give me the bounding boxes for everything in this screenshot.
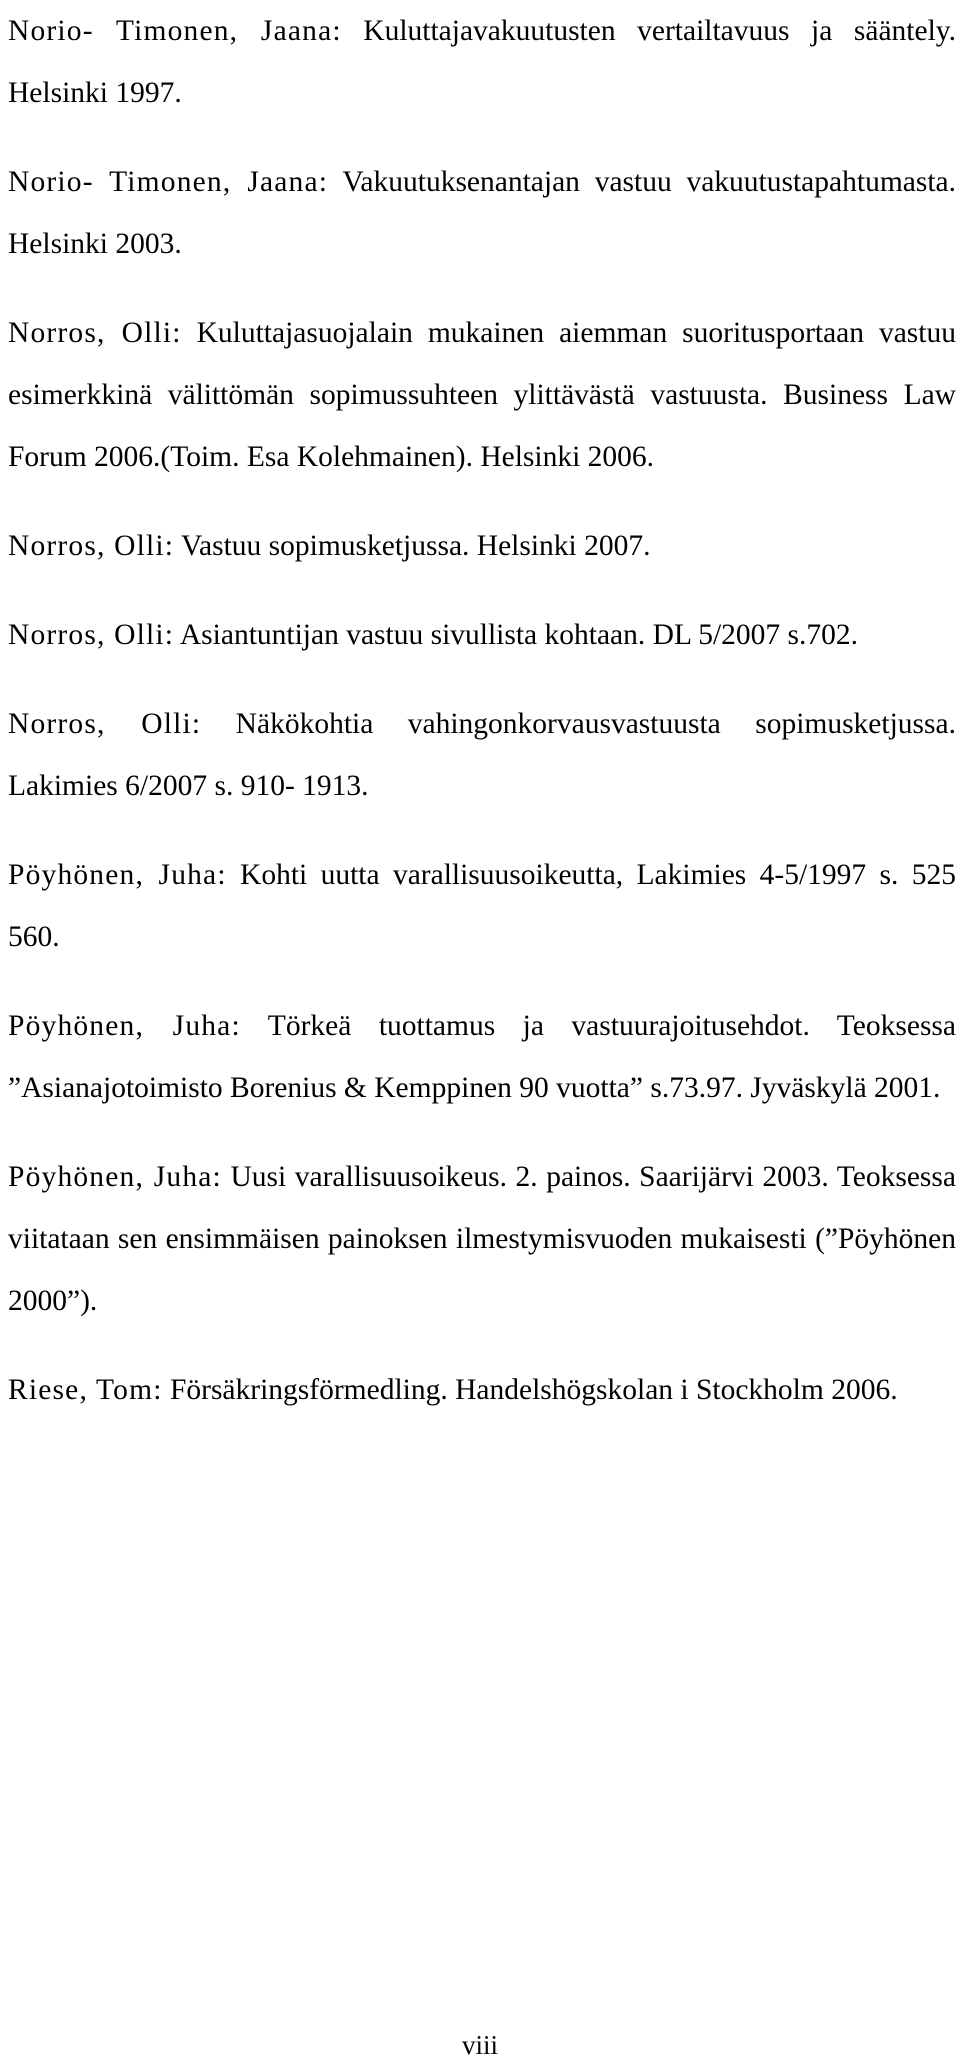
reference-entry [8, 693, 956, 817]
page-number: viii [461, 2030, 498, 2060]
reference-text: Törkeä tuottamus ja vastuurajoitusehdot. Teoksessa ”Asianajotoimisto Borenius & Kemppinen 90 vuotta” s.73.97. Jyväskylä 2001. [8, 1010, 956, 1104]
reference-text: Uusi varallisuusoikeus. 2. painos. Saarijärvi 2003. Teoksessa viitataan sen ensimmäisen painoksen ilmestymisvuoden mukaisesti (”Pöyhönen 2000”). [8, 1161, 956, 1317]
reference-list [8, 0, 956, 1421]
reference-text: Kuluttajavakuutusten vertailtavuus ja sääntely. Helsinki 1997. [8, 15, 957, 109]
reference-author: Norros, Olli: [8, 708, 202, 740]
reference-author: Norio- Timonen, Jaana: [8, 166, 329, 198]
reference-author: Pöyhönen, Juha: [8, 859, 227, 891]
reference-entry [8, 995, 956, 1119]
reference-entry [8, 151, 956, 275]
reference-text: Vastuu sopimusketjussa. Helsinki 2007. [174, 530, 651, 562]
reference-author: Riese, Tom: [8, 1374, 163, 1406]
reference-entry [8, 515, 956, 577]
reference-text: Kohti uutta varallisuusoikeutta, Lakimies 4-5/1997 s. 525 560. [8, 859, 956, 953]
reference-text: Vakuutuksenantajan vastuu vakuutustapahtumasta. Helsinki 2003. [8, 166, 956, 260]
reference-author: Norros, Olli: [8, 530, 175, 562]
reference-author: Norio- Timonen, Jaana: [8, 15, 342, 47]
reference-entry [8, 844, 956, 968]
reference-author: Pöyhönen, Juha: [8, 1010, 241, 1042]
reference-author: Norros, Olli: [8, 619, 175, 651]
reference-text: Kuluttajasuojalain mukainen aiemman suoritusportaan vastuu esimerkkinä välittömän sopimussuhteen ylittävästä vastuusta. Business Law Forum 2006.(Toim. Esa Kolehmainen). Helsinki 2006. [8, 317, 956, 473]
reference-author: Norros, Olli: [8, 317, 182, 349]
reference-entry [8, 0, 956, 124]
reference-entry [8, 604, 956, 666]
reference-text: Försäkringsförmedling. Handelshögskolan i Stockholm 2006. [162, 1374, 898, 1406]
reference-text: Näkökohtia vahingonkorvausvastuusta sopimusketjussa. Lakimies 6/2007 s. 910- 1913. [8, 708, 956, 802]
reference-entry [8, 1146, 956, 1332]
reference-entry [8, 302, 956, 488]
reference-text: Asiantuntijan vastuu sivullista kohtaan. DL 5/2007 s.702. [174, 619, 859, 651]
reference-entry [8, 1359, 956, 1421]
reference-author: Pöyhönen, Juha: [8, 1161, 222, 1193]
